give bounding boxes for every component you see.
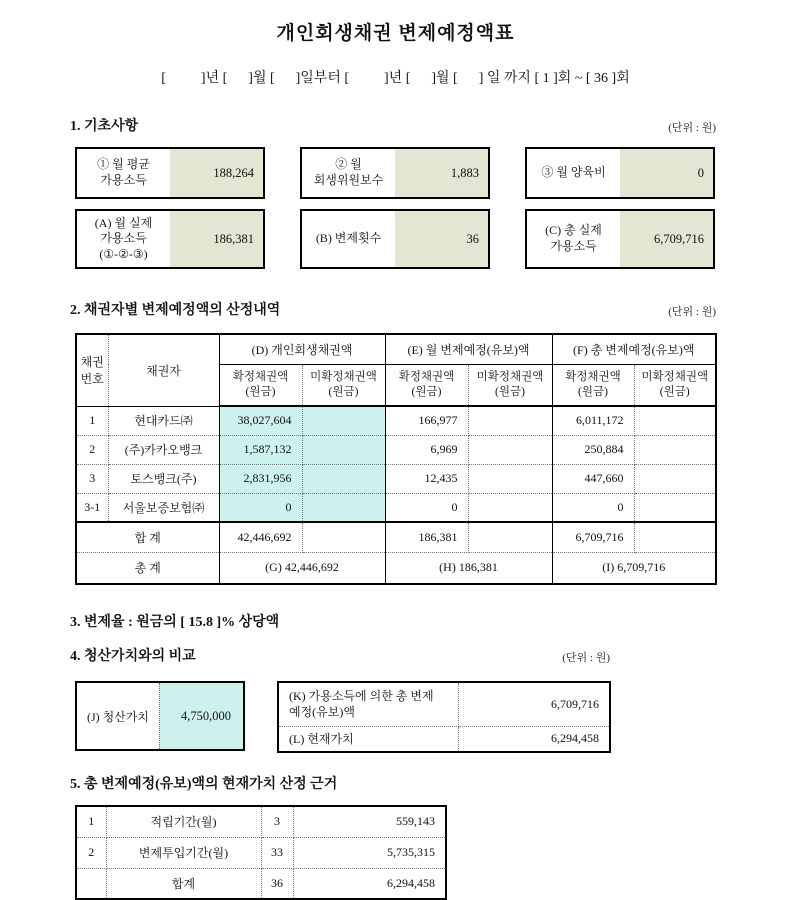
cell-d-unconfirmed [302, 406, 385, 435]
cell-months: 36 [261, 868, 293, 899]
cell-f-unconfirmed [634, 435, 716, 464]
box-value: 36 [395, 211, 488, 267]
total-i: (I) 6,709,716 [552, 552, 716, 584]
cell-d-unconfirmed [302, 493, 385, 522]
sum-e-unconfirmed [468, 522, 552, 552]
cell-amount: 559,143 [293, 806, 446, 837]
total-h: (H) 186,381 [385, 552, 552, 584]
monthly-avg-income-box [75, 147, 265, 199]
cell-d-confirmed: 1,587,132 [219, 435, 302, 464]
box-value: 1,883 [395, 149, 488, 197]
box-label: ② 월 회생위원보수 [313, 157, 384, 187]
cell-e-confirmed: 6,969 [385, 435, 468, 464]
cell-creditor: 현대카드㈜ [108, 406, 219, 435]
cell-f-confirmed: 447,660 [552, 464, 634, 493]
basic-info-row2 [75, 209, 715, 269]
cell-d-confirmed: 38,027,604 [219, 406, 302, 435]
header-group-d: (D) 개인회생채권액 [219, 334, 385, 364]
cell-d-confirmed: 0 [219, 493, 302, 522]
cell-k-value: 6,709,716 [458, 682, 610, 726]
liquidation-value-box [75, 681, 245, 751]
header-group-e: (E) 월 변제예정(유보)액 [385, 334, 552, 364]
box-value: 6,709,716 [620, 211, 713, 267]
cell-f-confirmed: 6,011,172 [552, 406, 634, 435]
cell-e-unconfirmed [468, 435, 552, 464]
creditor-row-1 [76, 406, 716, 435]
cell-creditor: 토스뱅크(주) [108, 464, 219, 493]
sum-f-unconfirmed [634, 522, 716, 552]
cell-item: 합계 [106, 868, 261, 899]
box-value: 0 [620, 149, 713, 197]
box-label: (C) 총 실제 가용소득 [545, 223, 602, 253]
section1-heading: 1. 기초사항 [70, 119, 139, 134]
basis-row-1 [76, 806, 446, 837]
cell-e-unconfirmed [468, 464, 552, 493]
cell-no: 2 [76, 837, 106, 868]
total-g: (G) 42,446,692 [219, 552, 385, 584]
cell-d-confirmed: 2,831,956 [219, 464, 302, 493]
cell-claim-no: 1 [76, 406, 108, 435]
cell-k-label: (K) 가용소득에 의한 총 변제 예정(유보)액 [278, 682, 458, 726]
creditor-row-3-1 [76, 493, 716, 522]
sum-d-unconfirmed [302, 522, 385, 552]
present-value-basis-table [75, 805, 447, 900]
liquidation-comparison [75, 681, 716, 753]
unit-label-section1: (단위 : 원) [668, 122, 716, 134]
basic-info-row1 [75, 147, 715, 199]
unit-label-section4: (단위 : 원) [562, 652, 610, 664]
header-claim-no: 채권 번호 [76, 334, 108, 406]
total-row [76, 552, 716, 584]
creditor-row-3 [76, 464, 716, 493]
box-value: 186,381 [170, 211, 263, 267]
header-e-confirmed: 확정채권액 (원금) [385, 364, 468, 406]
header-group-f: (F) 총 변제예정(유보)액 [552, 334, 716, 364]
sum-e-confirmed: 186,381 [385, 522, 468, 552]
cell-f-confirmed: 250,884 [552, 435, 634, 464]
cell-e-confirmed: 0 [385, 493, 468, 522]
cell-amount: 6,294,458 [293, 868, 446, 899]
cell-e-unconfirmed [468, 406, 552, 435]
cell-f-unconfirmed [634, 464, 716, 493]
cell-claim-no: 3 [76, 464, 108, 493]
monthly-trustee-fee-box [300, 147, 490, 199]
present-value-table [277, 681, 611, 753]
row-k [278, 682, 610, 726]
box-label: (B) 변제횟수 [315, 231, 382, 246]
creditor-row-2 [76, 435, 716, 464]
cell-d-unconfirmed [302, 435, 385, 464]
section3-heading: 3. 변제율 : 원금의 [ 15.8 ]% 상당액 [70, 615, 280, 630]
document-body [70, 115, 716, 900]
cell-f-confirmed: 0 [552, 493, 634, 522]
sum-d-confirmed: 42,446,692 [219, 522, 302, 552]
monthly-childcare-box [525, 147, 715, 199]
period-line: [ ]년 [ ]월 [ ]일부터 [ ]년 [ ]월 [ ] 일 까지 [ 1 ]회 ~ [ 36 ]회 [161, 71, 630, 86]
cell-no: 1 [76, 806, 106, 837]
header-f-confirmed: 확정채권액 (원금) [552, 364, 634, 406]
section4-heading: 4. 청산가치와의 비교 [70, 649, 196, 664]
monthly-actual-income-box [75, 209, 265, 269]
cell-months: 3 [261, 806, 293, 837]
repayment-count-box [300, 209, 490, 269]
box-label: (J) 청산가치 [86, 709, 150, 724]
header-d-confirmed: 확정채권액 (원금) [219, 364, 302, 406]
header-d-unconfirmed: 미확정채권액 (원금) [302, 364, 385, 406]
header-e-unconfirmed: 미확정채권액 (원금) [468, 364, 552, 406]
box-label: ① 월 평균 가용소득 [97, 157, 150, 187]
box-value: 4,750,000 [159, 683, 243, 749]
box-value: 188,264 [170, 149, 263, 197]
cell-l-label: (L) 현재가치 [278, 726, 458, 752]
cell-claim-no: 2 [76, 435, 108, 464]
cell-f-unconfirmed [634, 406, 716, 435]
cell-creditor: (주)카카오뱅크 [108, 435, 219, 464]
box-label: ③ 월 양육비 [541, 165, 606, 180]
row-l [278, 726, 610, 752]
sum-row [76, 522, 716, 552]
header-creditor: 채권자 [108, 334, 219, 406]
basis-row-2 [76, 837, 446, 868]
cell-claim-no: 3-1 [76, 493, 108, 522]
unit-label-section2: (단위 : 원) [668, 306, 716, 318]
cell-l-value: 6,294,458 [458, 726, 610, 752]
cell-no [76, 868, 106, 899]
section5-heading: 5. 총 변제예정(유보)액의 현재가치 산정 근거 [70, 777, 338, 792]
total-label: 총 계 [76, 552, 219, 584]
cell-creditor: 서울보증보험㈜ [108, 493, 219, 522]
sum-label: 합 계 [76, 522, 219, 552]
section2-heading: 2. 채권자별 변제예정액의 산정내역 [70, 303, 281, 318]
cell-e-unconfirmed [468, 493, 552, 522]
page-title: 개인회생채권 변제예정액표 [276, 23, 515, 44]
cell-amount: 5,735,315 [293, 837, 446, 868]
cell-e-confirmed: 12,435 [385, 464, 468, 493]
creditor-repayment-table [75, 333, 717, 585]
box-label: (A) 월 실제 가용소득 (①-②-③) [94, 215, 153, 261]
sum-f-confirmed: 6,709,716 [552, 522, 634, 552]
basis-sum-row [76, 868, 446, 899]
cell-d-unconfirmed [302, 464, 385, 493]
cell-months: 33 [261, 837, 293, 868]
header-f-unconfirmed: 미확정채권액 (원금) [634, 364, 716, 406]
cell-f-unconfirmed [634, 493, 716, 522]
total-actual-income-box [525, 209, 715, 269]
cell-item: 변제투입기간(월) [106, 837, 261, 868]
cell-item: 적립기간(월) [106, 806, 261, 837]
cell-e-confirmed: 166,977 [385, 406, 468, 435]
